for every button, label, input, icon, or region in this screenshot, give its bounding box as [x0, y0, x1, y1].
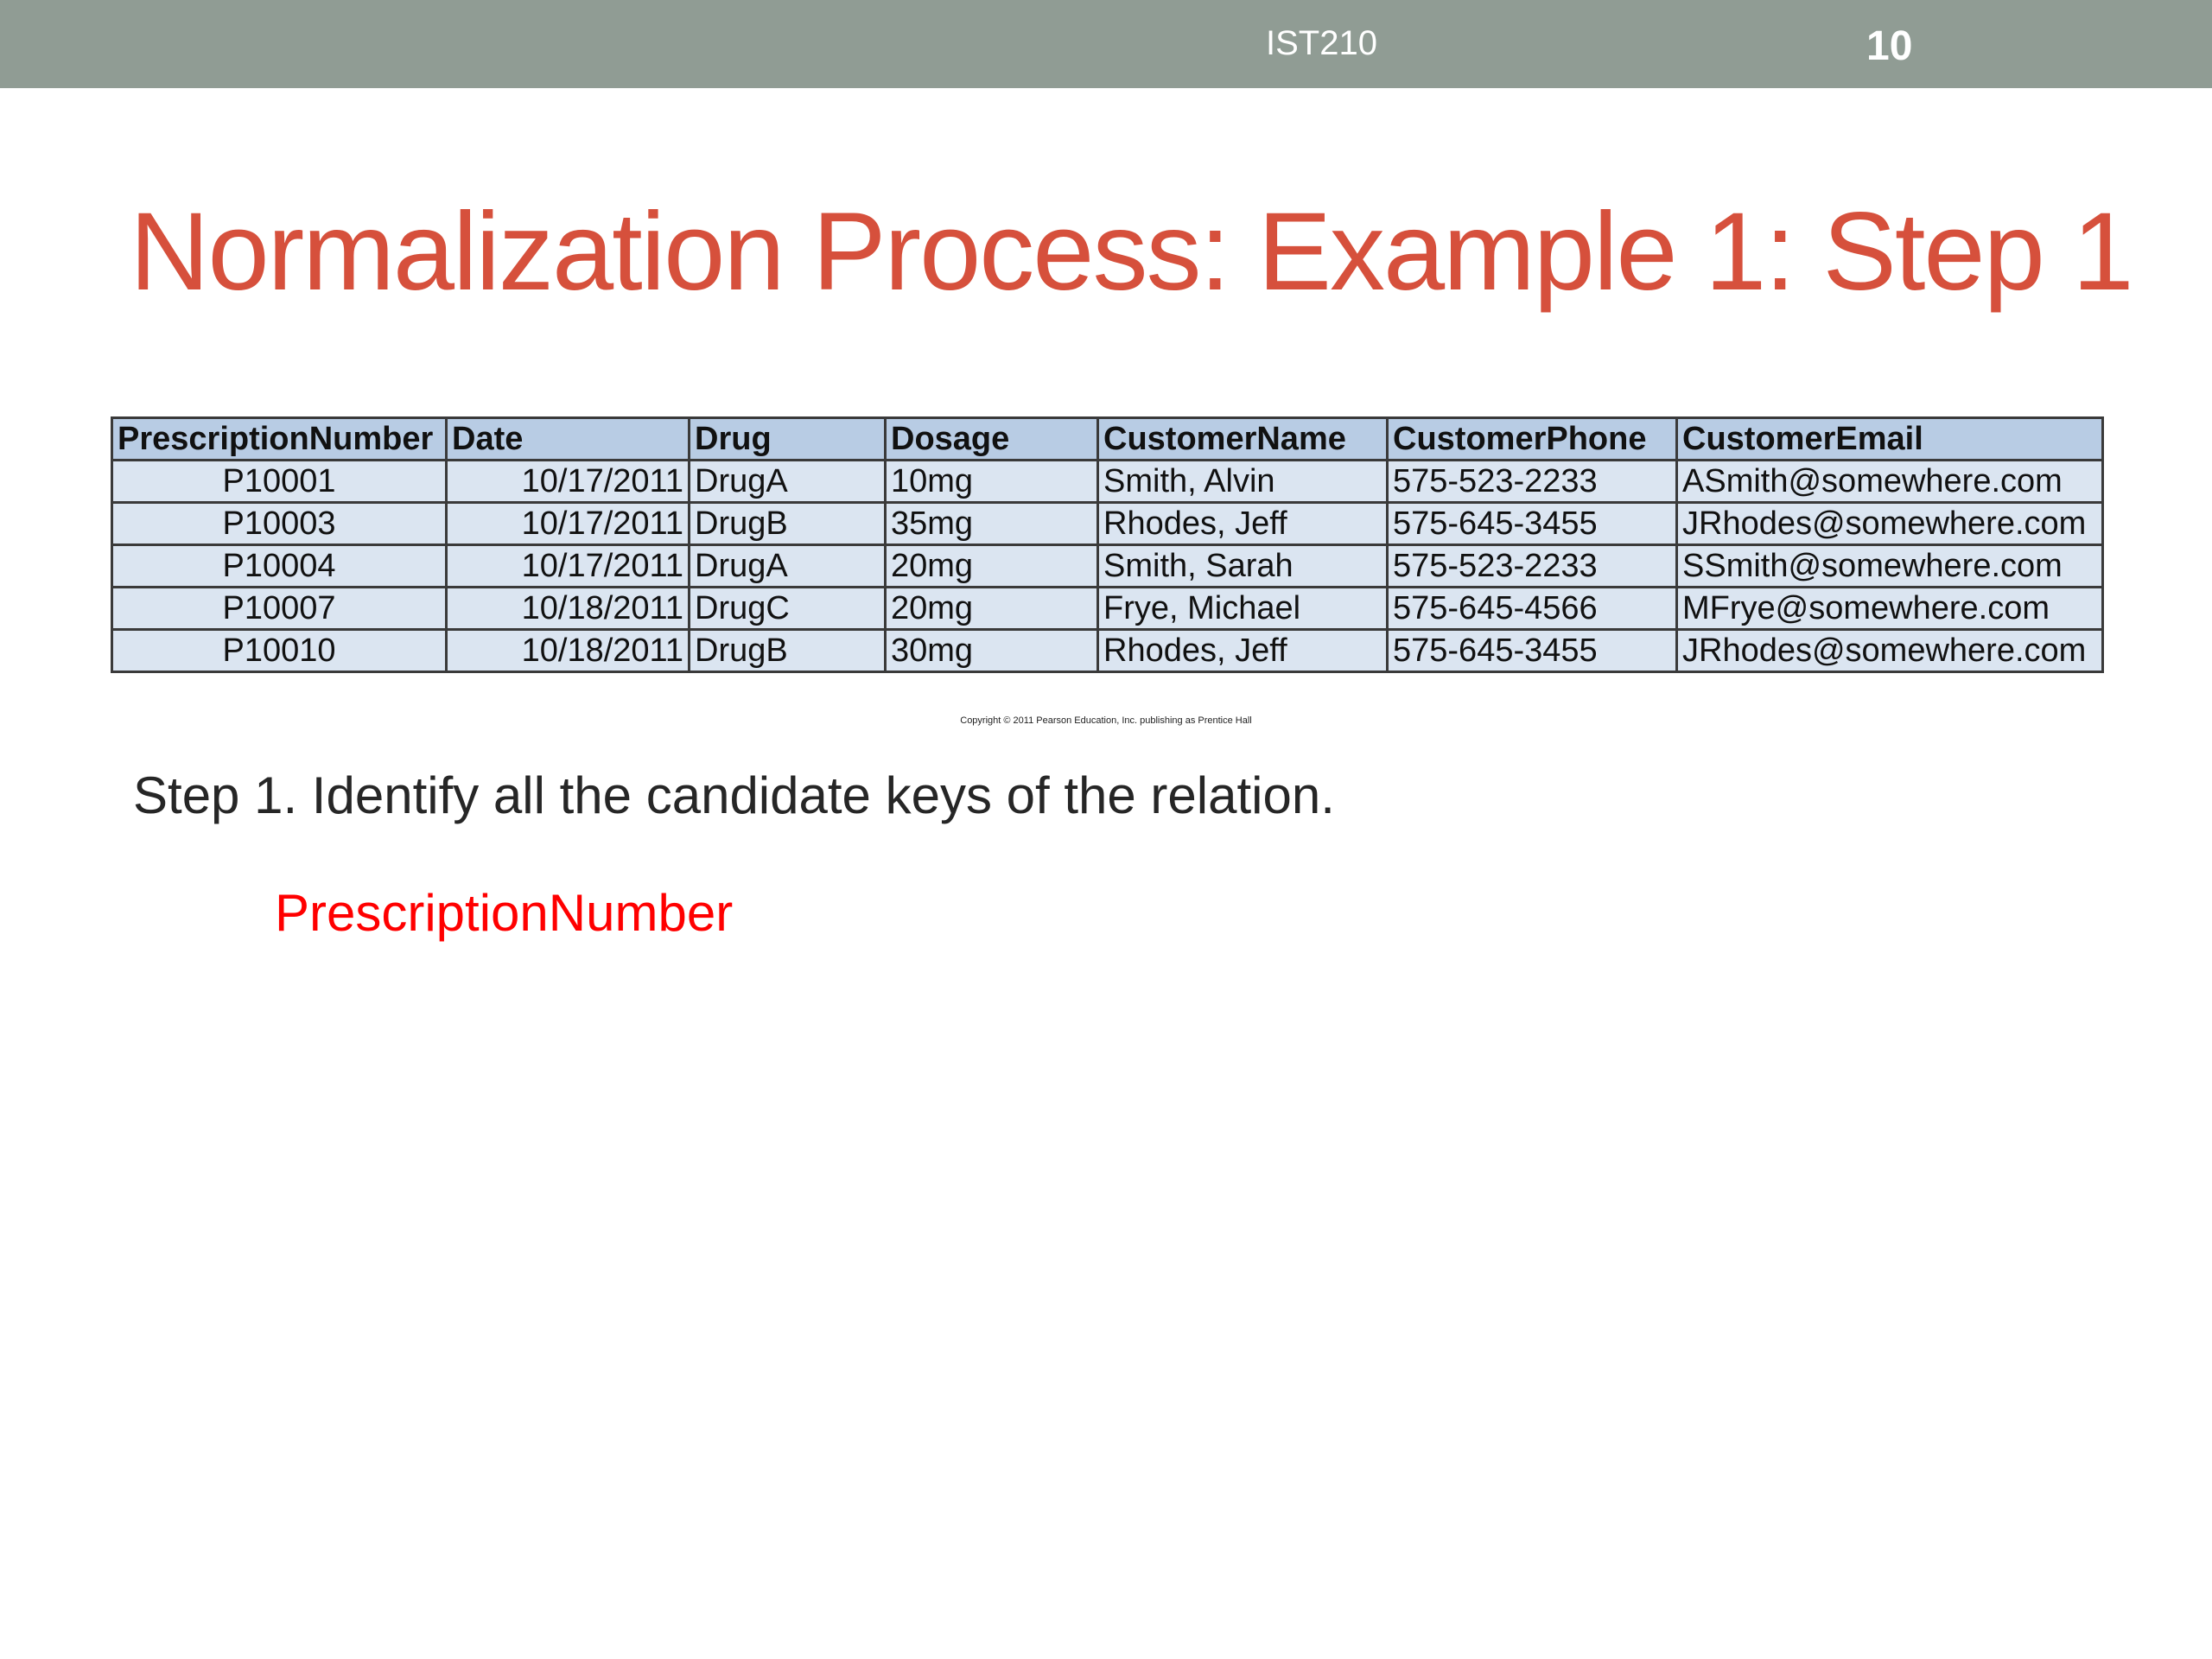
table-cell: P10007 — [112, 588, 447, 630]
table-cell: 575-523-2233 — [1388, 461, 1677, 503]
table-cell: DrugB — [690, 503, 886, 545]
table-cell: ASmith@somewhere.com — [1677, 461, 2103, 503]
table-cell: SSmith@somewhere.com — [1677, 545, 2103, 588]
table-cell: 575-645-3455 — [1388, 503, 1677, 545]
candidate-key-answer: PrescriptionNumber — [275, 884, 734, 942]
table-row — [112, 503, 2103, 545]
table-cell: Smith, Sarah — [1098, 545, 1388, 588]
column-header: PrescriptionNumber — [112, 418, 447, 461]
table-cell: 20mg — [886, 545, 1098, 588]
table-cell: JRhodes@somewhere.com — [1677, 630, 2103, 672]
table-cell: P10010 — [112, 630, 447, 672]
column-header: CustomerEmail — [1677, 418, 2103, 461]
table-cell: 575-645-3455 — [1388, 630, 1677, 672]
table-cell: 10/17/2011 — [447, 461, 690, 503]
prescription-table — [111, 416, 2101, 673]
table-cell: Smith, Alvin — [1098, 461, 1388, 503]
table-cell: 575-645-4566 — [1388, 588, 1677, 630]
table-row — [112, 461, 2103, 503]
table-cell: 10/17/2011 — [447, 545, 690, 588]
copyright-note: Copyright © 2011 Pearson Education, Inc. publishing as Prentice Hall — [960, 715, 1252, 726]
slide-number: 10 — [1866, 23, 1913, 69]
table-cell: P10004 — [112, 545, 447, 588]
table-cell: 10/18/2011 — [447, 588, 690, 630]
table-cell: 10mg — [886, 461, 1098, 503]
slide-title: Normalization Process: Example 1: Step 1 — [130, 190, 2133, 314]
table-row — [112, 630, 2103, 672]
table-cell: MFrye@somewhere.com — [1677, 588, 2103, 630]
table-cell: 10/18/2011 — [447, 630, 690, 672]
table-header-row — [112, 418, 2103, 461]
column-header: CustomerPhone — [1388, 418, 1677, 461]
table-cell: 35mg — [886, 503, 1098, 545]
table-cell: 10/17/2011 — [447, 503, 690, 545]
table-cell: Rhodes, Jeff — [1098, 503, 1388, 545]
data-table — [111, 416, 2104, 673]
table-cell: 30mg — [886, 630, 1098, 672]
table-cell: JRhodes@somewhere.com — [1677, 503, 2103, 545]
table-row — [112, 588, 2103, 630]
table-row — [112, 545, 2103, 588]
column-header: Dosage — [886, 418, 1098, 461]
table-cell: P10003 — [112, 503, 447, 545]
column-header: Drug — [690, 418, 886, 461]
table-cell: 575-523-2233 — [1388, 545, 1677, 588]
table-cell: DrugB — [690, 630, 886, 672]
step-instruction: Step 1. Identify all the candidate keys of the relation. — [133, 766, 1335, 824]
header-bar — [0, 0, 2212, 88]
table-cell: DrugA — [690, 461, 886, 503]
table-cell: P10001 — [112, 461, 447, 503]
column-header: Date — [447, 418, 690, 461]
course-code: IST210 — [1266, 24, 1377, 62]
table-cell: 20mg — [886, 588, 1098, 630]
table-cell: DrugC — [690, 588, 886, 630]
table-cell: DrugA — [690, 545, 886, 588]
column-header: CustomerName — [1098, 418, 1388, 461]
table-cell: Rhodes, Jeff — [1098, 630, 1388, 672]
table-cell: Frye, Michael — [1098, 588, 1388, 630]
